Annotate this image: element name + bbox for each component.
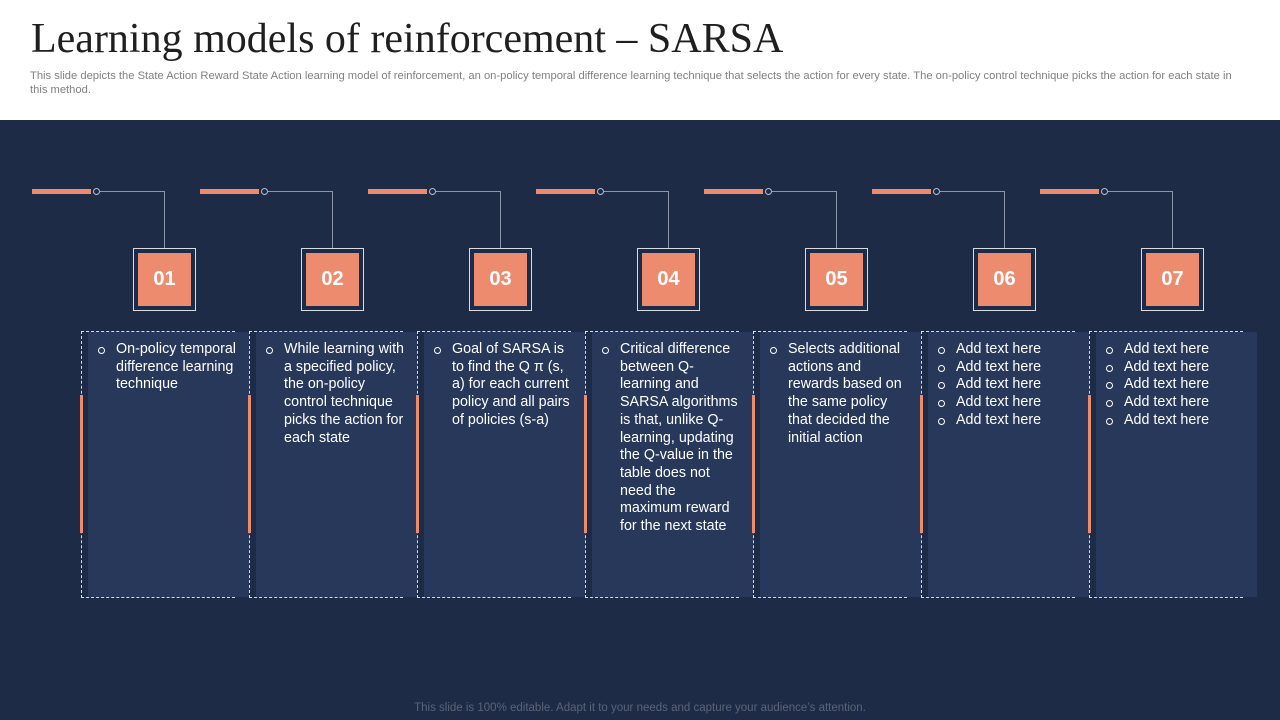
connector-dot bbox=[429, 188, 436, 195]
step-number: 04 bbox=[642, 253, 695, 306]
bullet-item: Add text here bbox=[1104, 394, 1244, 412]
bullet-item: Add text here bbox=[936, 341, 1076, 359]
bullet-item: Selects additional actions and rewards based on the same policy that decided the initial action bbox=[768, 341, 908, 447]
step-01 bbox=[0, 120, 236, 720]
connector-line bbox=[1172, 191, 1173, 249]
card-bullet-list bbox=[1104, 341, 1244, 430]
connector-dot bbox=[597, 188, 604, 195]
connector-line bbox=[100, 191, 164, 192]
connector-line bbox=[500, 191, 501, 249]
page-subtitle: This slide depicts the State Action Reward State Action learning model of reinforcement, an on-policy temporal difference learning technique that selects the action for every state. The on-policy control technique picks the action for each state in this method. bbox=[30, 70, 1232, 96]
bullet-item: Add text here bbox=[936, 359, 1076, 377]
connector-line bbox=[836, 191, 837, 249]
connector-line bbox=[436, 191, 500, 192]
slide-header bbox=[0, 0, 1280, 120]
step-number: 07 bbox=[1146, 253, 1199, 306]
step-number: 03 bbox=[474, 253, 527, 306]
step-05 bbox=[672, 120, 902, 720]
connector-dot bbox=[765, 188, 772, 195]
card-accent bbox=[248, 395, 251, 533]
connector-line bbox=[940, 191, 1004, 192]
card-accent bbox=[920, 395, 923, 533]
step-accent-bar bbox=[200, 189, 259, 194]
bullet-item: Add text here bbox=[936, 394, 1076, 412]
connector-line bbox=[164, 191, 165, 249]
bullet-item: Add text here bbox=[1104, 341, 1244, 359]
bullet-item: Add text here bbox=[936, 412, 1076, 430]
step-number: 06 bbox=[978, 253, 1031, 306]
bullet-item: Add text here bbox=[1104, 376, 1244, 394]
step-number: 02 bbox=[306, 253, 359, 306]
connector-dot bbox=[1101, 188, 1108, 195]
connector-dot bbox=[933, 188, 940, 195]
bullet-item: Critical difference between Q-learning and SARSA algorithms is that, unlike Q-learning, updating the Q-value in the table does not need the maximum reward for the next state bbox=[600, 341, 740, 536]
connector-line bbox=[1004, 191, 1005, 249]
card-accent bbox=[584, 395, 587, 533]
step-accent-bar bbox=[32, 189, 91, 194]
bullet-item: Add text here bbox=[1104, 359, 1244, 377]
step-accent-bar bbox=[536, 189, 595, 194]
step-06 bbox=[840, 120, 1042, 720]
bullet-item: Add text here bbox=[1104, 412, 1244, 430]
step-number-box bbox=[1141, 248, 1204, 311]
connector-dot bbox=[261, 188, 268, 195]
bullet-item: While learning with a specified policy, the on-policy control technique picks the action for each state bbox=[264, 341, 404, 447]
connector-line bbox=[772, 191, 836, 192]
timeline-panel bbox=[0, 120, 1280, 720]
step-accent-bar bbox=[368, 189, 427, 194]
bullet-item: Add text here bbox=[936, 376, 1076, 394]
connector-line bbox=[332, 191, 333, 249]
step-accent-bar bbox=[1040, 189, 1099, 194]
step-number: 01 bbox=[138, 253, 191, 306]
connector-dot bbox=[93, 188, 100, 195]
bullet-item: Goal of SARSA is to find the Q π (s, a) for each current policy and all pairs of policies (s-a) bbox=[432, 341, 572, 430]
connector-line bbox=[268, 191, 332, 192]
bullet-item: On-policy temporal difference learning technique bbox=[96, 341, 236, 394]
connector-line bbox=[604, 191, 668, 192]
card-accent bbox=[416, 395, 419, 533]
step-03 bbox=[336, 120, 570, 720]
step-02 bbox=[168, 120, 404, 720]
step-number: 05 bbox=[810, 253, 863, 306]
card-accent bbox=[80, 395, 83, 533]
page-title: Learning models of reinforcement – SARSA bbox=[31, 16, 784, 62]
step-accent-bar bbox=[872, 189, 931, 194]
footer-note: This slide is 100% editable. Adapt it to your needs and capture your audience’s attention. bbox=[414, 702, 866, 714]
connector-line bbox=[1108, 191, 1172, 192]
step-card bbox=[1089, 331, 1243, 598]
step-07 bbox=[1008, 120, 1210, 720]
card-accent bbox=[752, 395, 755, 533]
step-accent-bar bbox=[704, 189, 763, 194]
connector-line bbox=[668, 191, 669, 249]
card-accent bbox=[1088, 395, 1091, 533]
